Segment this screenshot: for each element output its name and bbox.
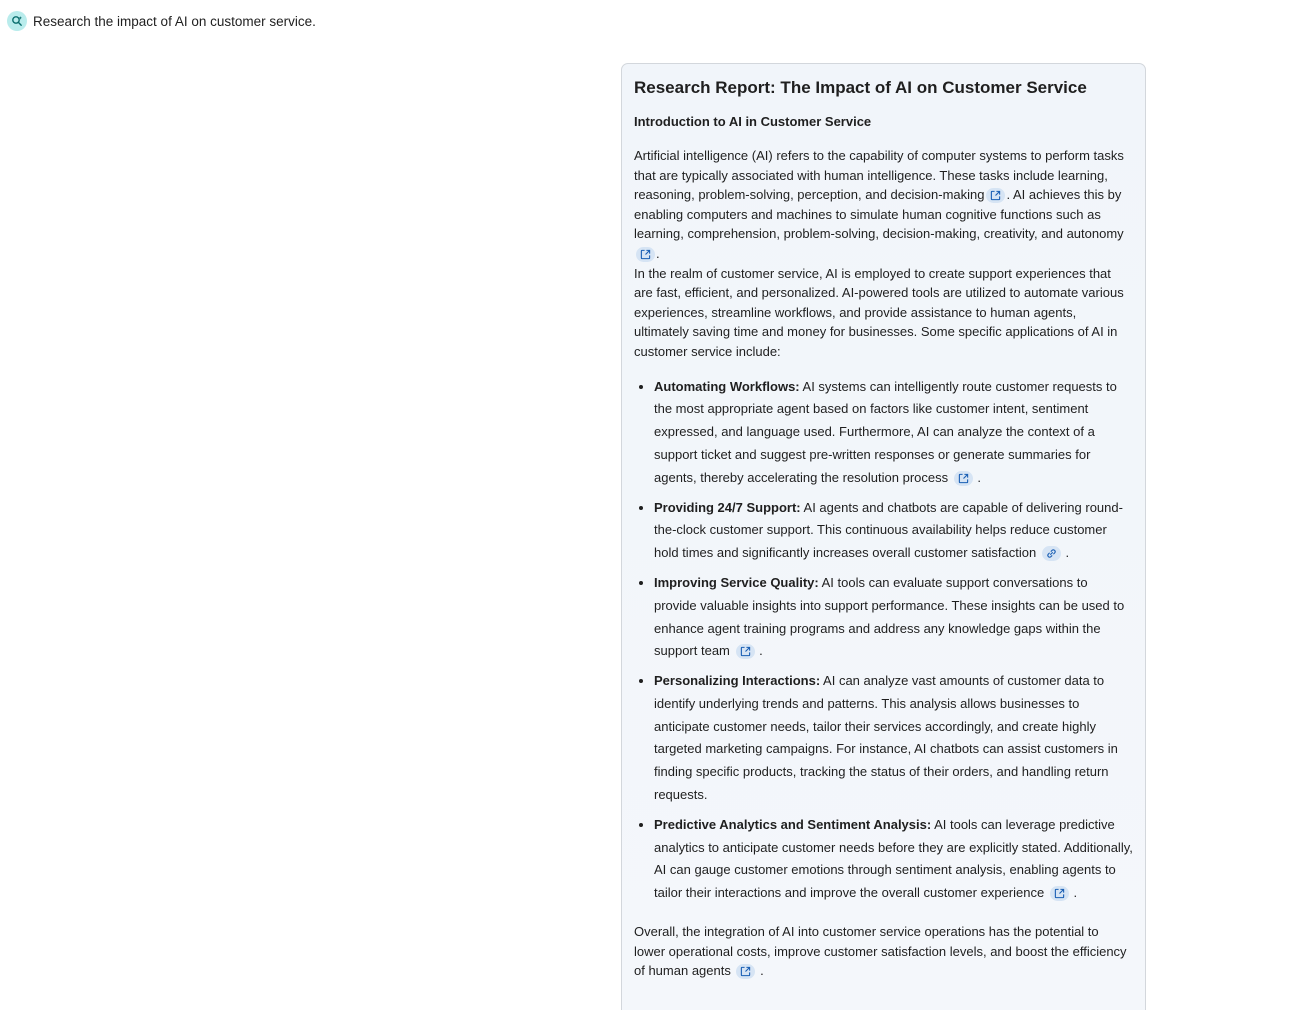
list-item (654, 572, 1133, 663)
bullet-title: Improving Service Quality: (654, 574, 819, 590)
citation-external-link-icon[interactable] (736, 964, 755, 979)
summary-end: . (756, 963, 764, 979)
bullet-title: Predictive Analytics and Sentiment Analysis: (654, 816, 932, 832)
bullet-text: AI tools can leverage predictive analytics to anticipate customer needs before they are explicitly stated. Additionally, AI can gauge customer emotions through sentiment analysis, enabling agents to tailor their interactions and improve the overall customer experience (654, 816, 1133, 901)
list-item (654, 814, 1133, 905)
bullet-end: . (973, 469, 981, 485)
user-query (7, 11, 316, 31)
research-report-panel (621, 63, 1146, 1010)
bullet-title: Providing 24/7 Support: (654, 499, 801, 515)
bullet-title: Personalizing Interactions: (654, 673, 821, 689)
bullet-text: AI tools can evaluate support conversations to provide valuable insights into support performance. These insights can be used to enhance agent training programs and address any knowledge gaps within the support team (654, 574, 1125, 659)
citation-external-link-icon[interactable] (636, 247, 655, 262)
query-text: Research the impact of AI on customer service. (33, 13, 316, 29)
bullet-end: . (1069, 885, 1078, 901)
intro-p1-part1: Artificial intelligence (AI) refers to the capability of computer systems to perform tasks that are typically associated with human intelligence. These tasks include learning, reasoning, problem-solving, perception, and decision-making (634, 148, 1124, 203)
citation-external-link-icon[interactable] (1050, 886, 1069, 901)
section-heading-introduction: Introduction to AI in Customer Service (634, 114, 872, 129)
summary-text: Overall, the integration of AI into customer service operations has the potential to lower operational costs, improve customer satisfaction levels, and boost the efficiency of human agents (634, 924, 1127, 979)
applications-list (634, 376, 1133, 906)
citation-link-icon[interactable] (1042, 546, 1061, 561)
intro-paragraph-1 (634, 146, 1133, 264)
bullet-text: AI can analyze vast amounts of customer data to identify underlying trends and patterns. This analysis allows businesses to anticipate customer needs, tailor their services accordingly, and create highly targeted marketing campaigns. For instance, AI chatbots can assist customers in finding specific products, tracking the status of their orders, and handling return requests. (654, 673, 1118, 803)
list-item (654, 376, 1133, 490)
report-title: Research Report: The Impact of AI on Customer Service (634, 78, 1087, 97)
bullet-end: . (1061, 545, 1070, 561)
bullet-text: AI agents and chatbots are capable of delivering round-the-clock customer support. This continuous availability helps reduce customer hold times and significantly increases overall customer satisfaction (654, 499, 1123, 561)
deep-research-icon (7, 11, 27, 31)
intro-p1-end: . (656, 245, 660, 261)
summary-paragraph (634, 922, 1133, 981)
list-item (654, 497, 1133, 565)
bullet-end: . (755, 643, 763, 659)
citation-external-link-icon[interactable] (954, 471, 973, 486)
bullet-title: Automating Workflows: (654, 378, 800, 394)
bullet-text: AI systems can intelligently route customer requests to the most appropriate agent based on factors like customer intent, sentiment expressed, and language used. Furthermore, AI can analyze the context of a support ticket and suggest pre-written responses or generate summaries for agents, thereby accelerating the resolution process (654, 378, 1117, 485)
citation-external-link-icon[interactable] (736, 644, 755, 659)
intro-paragraph-2: In the realm of customer service, AI is employed to create support experiences that are fast, efficient, and personalized. AI-powered tools are utilized to automate various experiences, streamline workflows, and provide assistance to human agents, ultimately saving time and money for businesses. Some specific applications of AI in customer service include: (634, 265, 1124, 359)
citation-external-link-icon[interactable] (986, 188, 1005, 203)
intro-p1-part2: . AI achieves this by enabling computers and machines to simulate human cognitive functions such as learning, comprehension, problem-solving, decision-making, creativity, and autonomy (634, 187, 1124, 242)
list-item (654, 670, 1133, 807)
